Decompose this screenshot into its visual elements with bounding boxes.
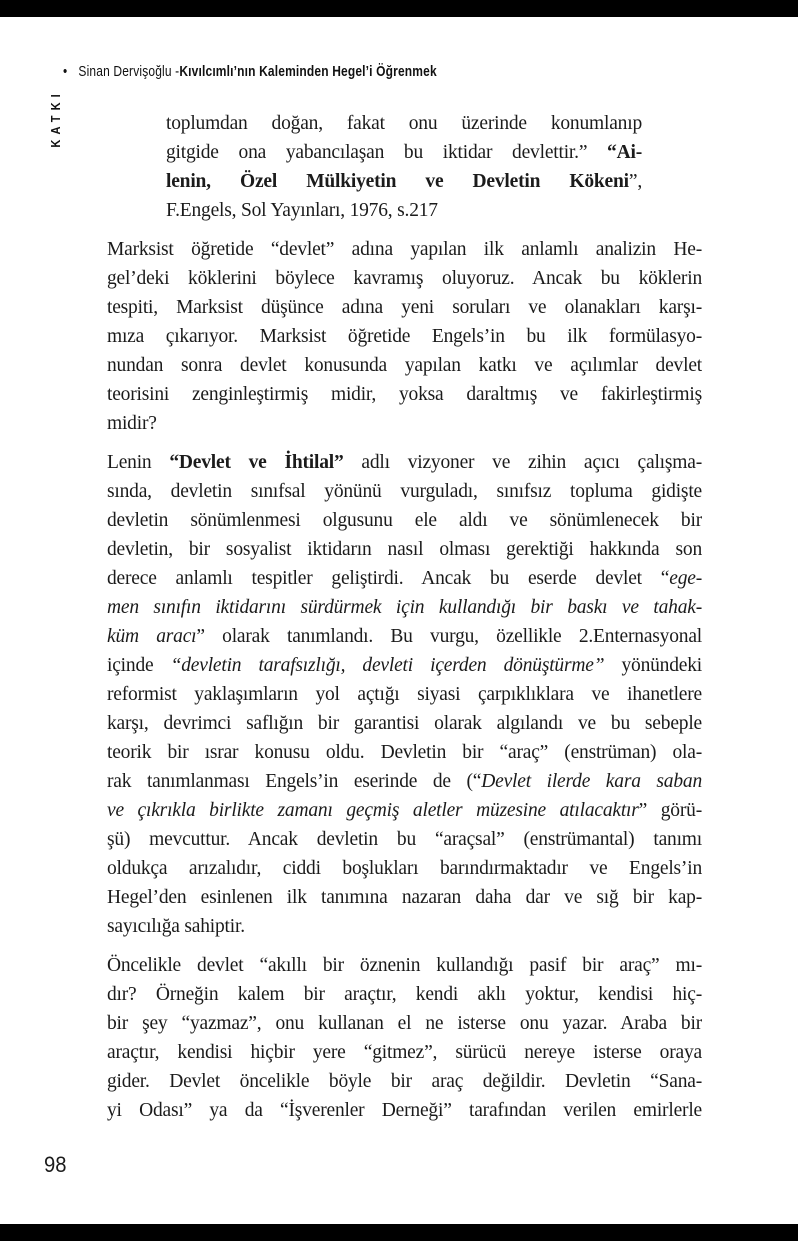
bottom-black-bar — [0, 1224, 798, 1241]
text-line: devletin sönümlenmesi olgusunu ele aldı ve sönümlenecek bir — [107, 510, 702, 531]
paragraph — [107, 235, 702, 438]
text-line: rak tanımlanması Engels’in eserinde de (“Devlet ilerde kara saban — [107, 771, 702, 792]
section-label-katki: KATKI — [48, 89, 63, 148]
text-line: sında, devletin sınıfsal yönünü vurguladı, sınıfsız topluma gidişte — [107, 481, 702, 502]
header-author: Sinan Dervişoğlu - — [78, 63, 180, 80]
text-line: F.Engels, Sol Yayınları, 1976, s.217 — [166, 200, 438, 221]
text-line: araçtır, kendisi hiçbir yere “gitmez”, sürücü nereye isterse oraya — [107, 1042, 702, 1063]
text-blocks — [107, 109, 702, 1125]
text-line: Marksist öğretide “devlet” adına yapılan ilk anlamlı analizin He- — [107, 239, 702, 260]
text-line: küm aracı” olarak tanımlandı. Bu vurgu, özellikle 2.Enternasyonal — [107, 626, 702, 647]
text-line: Lenin “Devlet ve İhtilal” adlı vizyoner ve zihin açıcı çalışma- — [107, 452, 702, 473]
text-line: şü) mevcuttur. Ancak devletin bu “araçsal” (enstrümantal) tanımı — [107, 829, 702, 850]
text-line: içinde “devletin tarafsızlığı, devleti içerden dönüştürme” yönündeki — [107, 655, 702, 676]
text-line: ve çıkrıkla birlikte zamanı geçmiş aletler müzesine atılacaktır” görü- — [107, 800, 702, 821]
text-line: mıza çıkarıyor. Marksist öğretide Engels’in bu ilk formülasyo- — [107, 326, 702, 347]
text-line: midir? — [107, 413, 157, 434]
blockquote — [166, 109, 642, 225]
text-line: nundan sonra devlet konusunda yapılan katkı ve açılımlar devlet — [107, 355, 702, 376]
text-line: teorik bir ısrar konusu oldu. Devletin bir “araç” (enstrüman) ola- — [107, 742, 702, 763]
text-line: dır? Örneğin kalem bir araçtır, kendi aklı yoktur, kendisi hiç- — [107, 984, 702, 1005]
text-line: Hegel’den esinlenen ilk tanımına nazaran daha dar ve sığ bir kap- — [107, 887, 702, 908]
header-article-title: Kıvılcımlı’nın Kaleminden Hegel’i Öğrenmek — [179, 63, 437, 80]
page-number: 98 — [44, 1152, 67, 1177]
text-line: lenin, Özel Mülkiyetin ve Devletin Kökeni”, — [166, 171, 642, 192]
text-line: yi Odası” ya da “İşverenler Derneği” tarafından verilen emirlerle — [107, 1100, 702, 1121]
header-bullet-icon: • — [63, 63, 68, 80]
text-line: derece anlamlı tespitler geliştirdi. Ancak bu eserde devlet “ege- — [107, 568, 702, 589]
text-line: tespiti, Marksist düşünce adına yeni soruları ve olanakları karşı- — [107, 297, 702, 318]
text-line: gitgide ona yabancılaşan bu iktidar devlettir.” “Ai- — [166, 142, 642, 163]
text-line: oldukça arızalıdır, ciddi boşlukları barındırmaktadır ve Engels’in — [107, 858, 702, 879]
top-black-bar — [0, 0, 798, 17]
text-line: reformist yaklaşımların yol açtığı siyasi çarpıklıklara ve ihanetlere — [107, 684, 702, 705]
paragraph — [107, 448, 702, 941]
text-line: toplumdan doğan, fakat onu üzerinde konumlanıp — [166, 113, 642, 134]
text-line: sayıcılığa sahiptir. — [107, 916, 245, 937]
text-line: Öncelikle devlet “akıllı bir öznenin kullandığı pasif bir araç” mı- — [107, 955, 702, 976]
paragraph — [107, 951, 702, 1125]
text-line: devletin, bir sosyalist iktidarın nasıl olması gerektiği hakkında son — [107, 539, 702, 560]
text-line: karşı, devrimci saflığın bir garantisi olarak algılandı ve bu sebeple — [107, 713, 702, 734]
text-line: gider. Devlet öncelikle böyle bir araç değildir. Devletin “Sana- — [107, 1071, 702, 1092]
text-line: men sınıfın iktidarını sürdürmek için kullandığı bir baskı ve tahak- — [107, 597, 702, 618]
running-header — [63, 63, 437, 80]
text-line: teorisini zenginleştirmiş midir, yoksa daraltmış ve fakirleştirmiş — [107, 384, 702, 405]
text-line: bir şey “yazmaz”, onu kullanan el ne isterse onu yazar. Araba bir — [107, 1013, 702, 1034]
text-line: gel’deki köklerini böylece kavramış oluyoruz. Ancak bu köklerin — [107, 268, 702, 289]
